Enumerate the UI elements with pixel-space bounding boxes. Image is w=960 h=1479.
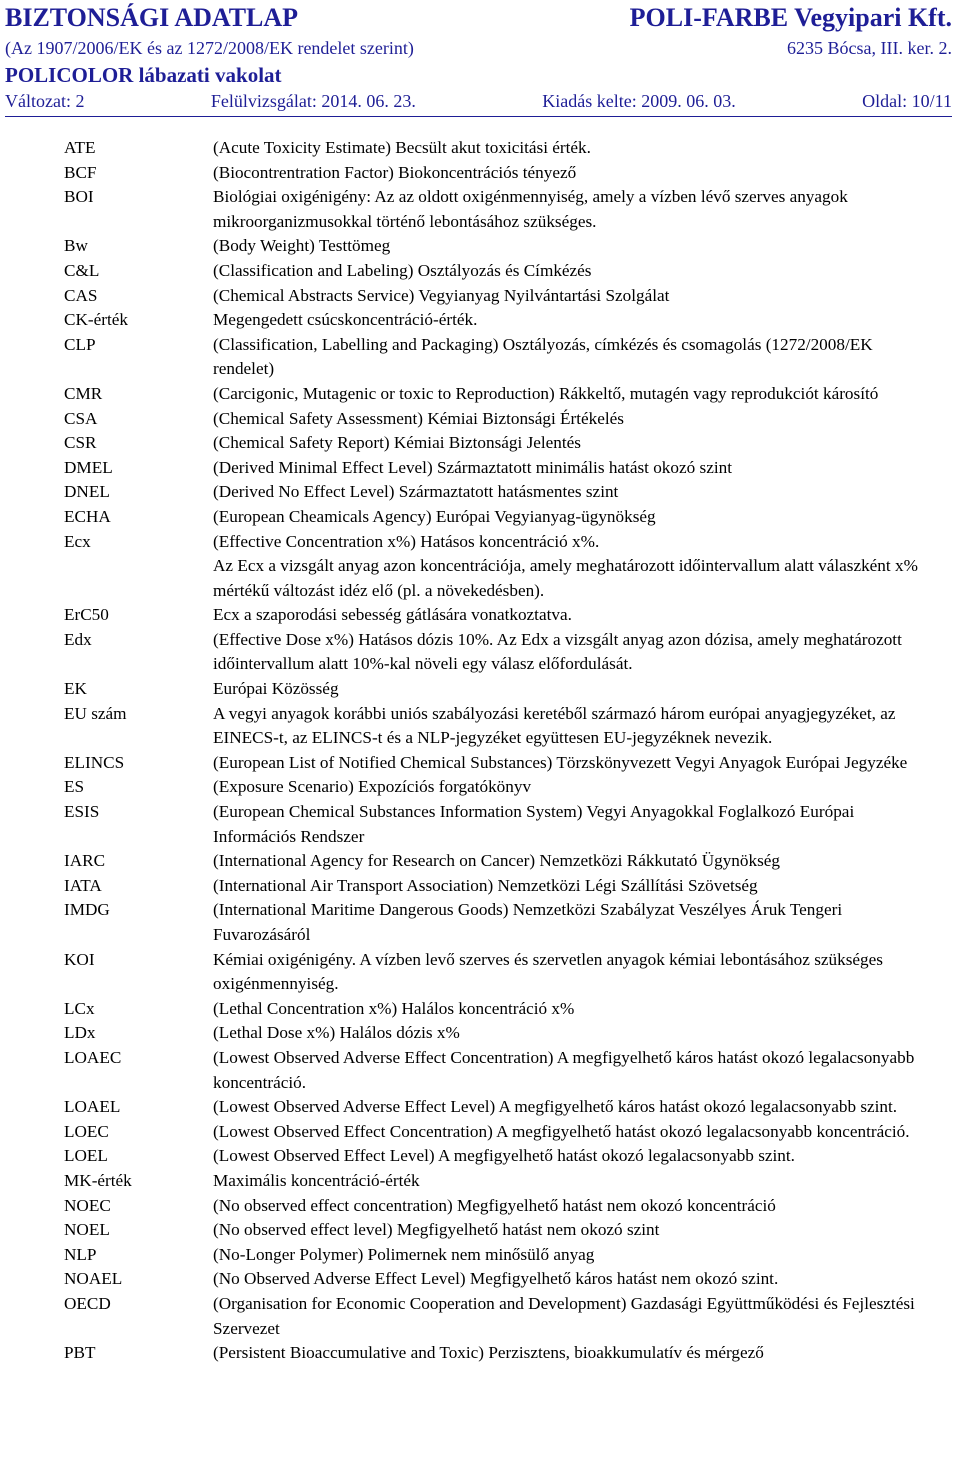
abbreviation-row xyxy=(0,1267,960,1292)
abbreviation-definition: (European List of Notified Chemical Substances) Törzskönyvezett Vegyi Anyagok Európai Jegyzéke xyxy=(213,752,908,772)
abbreviation-row xyxy=(0,751,960,776)
abbreviation-term: BCF xyxy=(64,162,97,182)
abbreviation-definition: (Effective Concentration x%) Hatásos koncentráció x%. xyxy=(213,531,600,551)
abbreviation-definition: (International Air Transport Association) Nemzetközi Légi Szállítási Szövetség xyxy=(213,875,758,895)
abbreviation-row xyxy=(0,554,960,603)
abbreviation-row xyxy=(0,1120,960,1145)
abbreviation-definition: (Chemical Safety Report) Kémiai Biztonsági Jelentés xyxy=(213,433,581,453)
abbreviation-definition: (Lethal Concentration x%) Halálos koncentráció x% xyxy=(213,998,575,1018)
abbreviation-term: NOEL xyxy=(64,1220,110,1240)
abbreviation-term: CLP xyxy=(64,334,96,354)
abbreviation-definition: (International Agency for Research on Cancer) Nemzetközi Rákkutató Ügynökség xyxy=(213,851,780,871)
abbreviation-definition: (Organisation for Economic Cooperation and Development) Gazdasági Együttműködési és Fejlesztési Szervezet xyxy=(213,1293,915,1338)
abbreviation-row xyxy=(0,1095,960,1120)
abbreviation-definition: (European Chemical Substances Information System) Vegyi Anyagokkal Foglalkozó Európai Információs Rendszer xyxy=(213,802,855,846)
abbreviation-definition: (Classification, Labelling and Packaging) Osztályozás, címkézés és csomagolás (1272/2008/EK rendelet) xyxy=(213,334,873,379)
abbreviation-definition: (Body Weight) Testtömeg xyxy=(213,236,391,256)
abbreviation-definition: A vegyi anyagok korábbi uniós szabályozási keretéből származó három európai anyagjegyzéket, az EINECS-t, az ELINCS-t és a NLP-jegyzéket együttesen EU-jegyzéknek nevezik. xyxy=(213,703,896,748)
abbreviation-term: CSR xyxy=(64,433,97,453)
abbreviation-term: IATA xyxy=(64,875,102,895)
abbreviation-term: C&L xyxy=(64,260,100,280)
abbreviation-definition: (Classification and Labeling) Osztályozás és Címkézés xyxy=(213,260,592,280)
abbreviation-row xyxy=(0,431,960,456)
abbreviation-definition: (Carcigonic, Mutagenic or toxic to Reproduction) Rákkeltő, mutagén vagy reprodukciót károsító xyxy=(213,383,879,403)
revision-date: Felülvizsgálat: 2014. 06. 23. xyxy=(210,91,416,111)
abbreviation-definition: Kémiai oxigénigény. A vízben levő szerves és szervetlen anyagok kémiai lebontásához szükséges oxigénmennyiség. xyxy=(213,949,883,994)
abbreviation-term: CAS xyxy=(64,285,98,305)
abbreviation-term: Ecx xyxy=(64,531,91,551)
abbreviation-row xyxy=(0,1021,960,1046)
abbreviation-row xyxy=(0,800,960,849)
abbreviation-row xyxy=(0,505,960,530)
abbreviation-definition: Európai Közösség xyxy=(213,679,339,699)
abbreviation-row xyxy=(0,1292,960,1341)
abbreviation-definition: (Lethal Dose x%) Halálos dózis x% xyxy=(213,1023,460,1043)
abbreviation-row xyxy=(0,259,960,284)
abbreviation-row xyxy=(0,284,960,309)
abbreviation-row xyxy=(0,382,960,407)
abbreviation-row xyxy=(0,775,960,800)
abbreviation-term: DNEL xyxy=(64,482,110,502)
abbreviation-term: DMEL xyxy=(64,457,113,477)
header-divider xyxy=(5,116,952,117)
abbreviation-row xyxy=(0,407,960,432)
abbreviation-row xyxy=(0,997,960,1022)
abbreviation-term: ELINCS xyxy=(64,752,125,772)
abbreviation-row xyxy=(0,849,960,874)
abbreviation-term: MK-érték xyxy=(64,1170,132,1190)
abbreviation-term: ES xyxy=(64,777,85,797)
abbreviation-term: OECD xyxy=(64,1293,111,1313)
abbreviation-row xyxy=(0,1218,960,1243)
abbreviation-row xyxy=(0,161,960,186)
abbreviation-term: LCx xyxy=(64,998,95,1018)
abbreviation-row xyxy=(0,702,960,751)
abbreviation-term: CSA xyxy=(64,408,98,428)
abbreviation-row xyxy=(0,898,960,947)
abbreviation-term: ATE xyxy=(64,138,96,157)
abbreviation-definition: (No observed effect concentration) Megfigyelhető hatást nem okozó koncentráció xyxy=(213,1195,776,1215)
abbreviation-row xyxy=(0,234,960,259)
abbreviation-term: LOAEL xyxy=(64,1097,121,1117)
abbreviation-definition: Az Ecx a vizsgált anyag azon koncentrációja, amely meghatározott időintervallum alatt válaszként x% mértékű változást idéz elő (pl. a növekedésben). xyxy=(213,556,918,600)
abbreviation-term: EK xyxy=(64,679,87,699)
abbreviation-definition: (Derived No Effect Level) Származtatott hatásmentes szint xyxy=(213,482,619,502)
abbreviation-definition: (No Observed Adverse Effect Level) Megfigyelhető káros hatást nem okozó szint. xyxy=(213,1269,779,1289)
abbreviation-definition: (Derived Minimal Effect Level) Származtatott minimális hatást okozó szint xyxy=(213,457,732,477)
version-label: Változat: 2 xyxy=(5,91,85,111)
abbreviation-row xyxy=(0,530,960,555)
abbreviation-definition: (Lowest Observed Effect Level) A megfigyelhető hatást okozó legalacsonyabb szint. xyxy=(213,1146,795,1166)
abbreviation-definition: (Biocontrentration Factor) Biokoncentrációs tényező xyxy=(213,162,577,182)
abbreviation-row xyxy=(0,874,960,899)
abbreviation-row xyxy=(0,480,960,505)
abbreviation-row xyxy=(0,308,960,333)
abbreviation-term: NOEC xyxy=(64,1195,111,1215)
abbreviation-term: LOAEC xyxy=(64,1047,122,1067)
abbreviation-term xyxy=(0,554,184,603)
abbreviation-definition: (Lowest Observed Effect Concentration) A megfigyelhető hatást okozó legalacsonyabb koncentráció. xyxy=(213,1121,910,1141)
abbreviation-definition: (Exposure Scenario) Expozíciós forgatókönyv xyxy=(213,777,532,797)
abbreviation-row xyxy=(0,1144,960,1169)
abbreviation-row xyxy=(0,603,960,628)
abbreviation-definition: Maximális koncentráció-érték xyxy=(213,1170,420,1190)
abbreviation-term: LOEL xyxy=(64,1146,108,1166)
abbreviation-row xyxy=(0,677,960,702)
abbreviation-definition: (Chemical Abstracts Service) Vegyianyag Nyilvántartási Szolgálat xyxy=(213,285,670,305)
abbreviation-term: IMDG xyxy=(64,900,110,920)
abbreviation-definition: Biológiai oxigénigény: Az az oldott oxigénmennyiség, amely a vízben lévő szerves anyagok mikroorganizmusokkal történő lebontásához szükséges. xyxy=(213,187,848,231)
abbreviation-term: NLP xyxy=(64,1244,97,1264)
abbreviation-row xyxy=(0,1169,960,1194)
abbreviation-definition: (Persistent Bioaccumulative and Toxic) Perzisztens, bioakkumulatív és mérgező xyxy=(213,1343,764,1363)
header-row-meta xyxy=(5,90,952,112)
abbreviation-term: ECHA xyxy=(64,506,111,526)
abbreviation-definition: (Lowest Observed Adverse Effect Concentration) A megfigyelhető káros hatást okozó legalacsonyabb koncentráció. xyxy=(213,1047,915,1092)
abbreviation-definition: (Lowest Observed Adverse Effect Level) A megfigyelhető káros hatást okozó legalacsonyabb szint. xyxy=(213,1097,898,1117)
abbreviation-definition: (No observed effect level) Megfigyelhető hatást nem okozó szint xyxy=(213,1220,660,1240)
abbreviation-row xyxy=(0,456,960,481)
abbreviation-row xyxy=(0,185,960,234)
abbreviation-row xyxy=(0,1046,960,1095)
abbreviation-term: Edx xyxy=(64,629,92,649)
abbreviation-list xyxy=(0,136,960,1366)
header-row-product xyxy=(5,62,952,88)
document-header xyxy=(0,0,960,115)
abbreviation-term: NOAEL xyxy=(64,1269,123,1289)
abbreviation-definition: (International Maritime Dangerous Goods) Nemzetközi Szabályzat Veszélyes Áruk Tengeri Fuvarozásáról xyxy=(213,900,843,944)
abbreviation-term: EU szám xyxy=(64,703,127,723)
company-name: POLI-FARBE Vegyipari Kft. xyxy=(629,3,952,32)
abbreviation-definition: (Chemical Safety Assessment) Kémiai Biztonsági Értékelés xyxy=(213,408,624,428)
abbreviation-term: Bw xyxy=(64,236,88,256)
abbreviation-term: CK-érték xyxy=(64,310,128,330)
abbreviation-definition: Megengedett csúcskoncentráció-érték. xyxy=(213,310,478,330)
abbreviation-term: LDx xyxy=(64,1023,96,1043)
abbreviation-row xyxy=(0,1341,960,1366)
company-address: 6235 Bócsa, III. ker. 2. xyxy=(787,38,952,58)
abbreviation-definition: (Effective Dose x%) Hatásos dózis 10%. Az Edx a vizsgált anyag azon dózisa, amely meghatározott időintervallum alatt 10%-kal növeli egy válasz előfordulását. xyxy=(213,629,902,674)
abbreviation-row xyxy=(0,1243,960,1268)
page-number: Oldal: 10/11 xyxy=(862,91,952,111)
regulation-text: (Az 1907/2006/EK és az 1272/2008/EK rendelet szerint) xyxy=(5,38,414,58)
header-row-regulation xyxy=(5,37,952,59)
abbreviation-row xyxy=(0,628,960,677)
header-row-title xyxy=(5,2,952,34)
product-name: POLICOLOR lábazati vakolat xyxy=(5,63,282,87)
document-title: BIZTONSÁGI ADATLAP xyxy=(5,3,299,32)
abbreviation-term: ESIS xyxy=(64,802,100,822)
abbreviation-term: LOEC xyxy=(64,1121,109,1141)
abbreviation-term: IARC xyxy=(64,851,106,871)
abbreviation-term: KOI xyxy=(64,949,95,969)
abbreviation-row xyxy=(0,1194,960,1219)
abbreviation-row xyxy=(0,136,960,161)
abbreviation-term: ErC50 xyxy=(64,605,109,625)
abbreviation-row xyxy=(0,333,960,382)
abbreviation-term: CMR xyxy=(64,383,103,403)
abbreviation-definition: (European Cheamicals Agency) Európai Vegyianyag-ügynökség xyxy=(213,506,656,526)
issue-date: Kiadás kelte: 2009. 06. 03. xyxy=(542,91,736,111)
abbreviation-term: BOI xyxy=(64,187,94,207)
abbreviation-term: PBT xyxy=(64,1343,96,1363)
abbreviation-definition: (No-Longer Polymer) Polimernek nem minősülő anyag xyxy=(213,1244,595,1264)
abbreviation-definition: Ecx a szaporodási sebesség gátlására vonatkoztatva. xyxy=(213,605,572,625)
abbreviation-row xyxy=(0,948,960,997)
abbreviation-definition: (Acute Toxicity Estimate) Becsült akut toxicitási érték. xyxy=(213,138,591,157)
